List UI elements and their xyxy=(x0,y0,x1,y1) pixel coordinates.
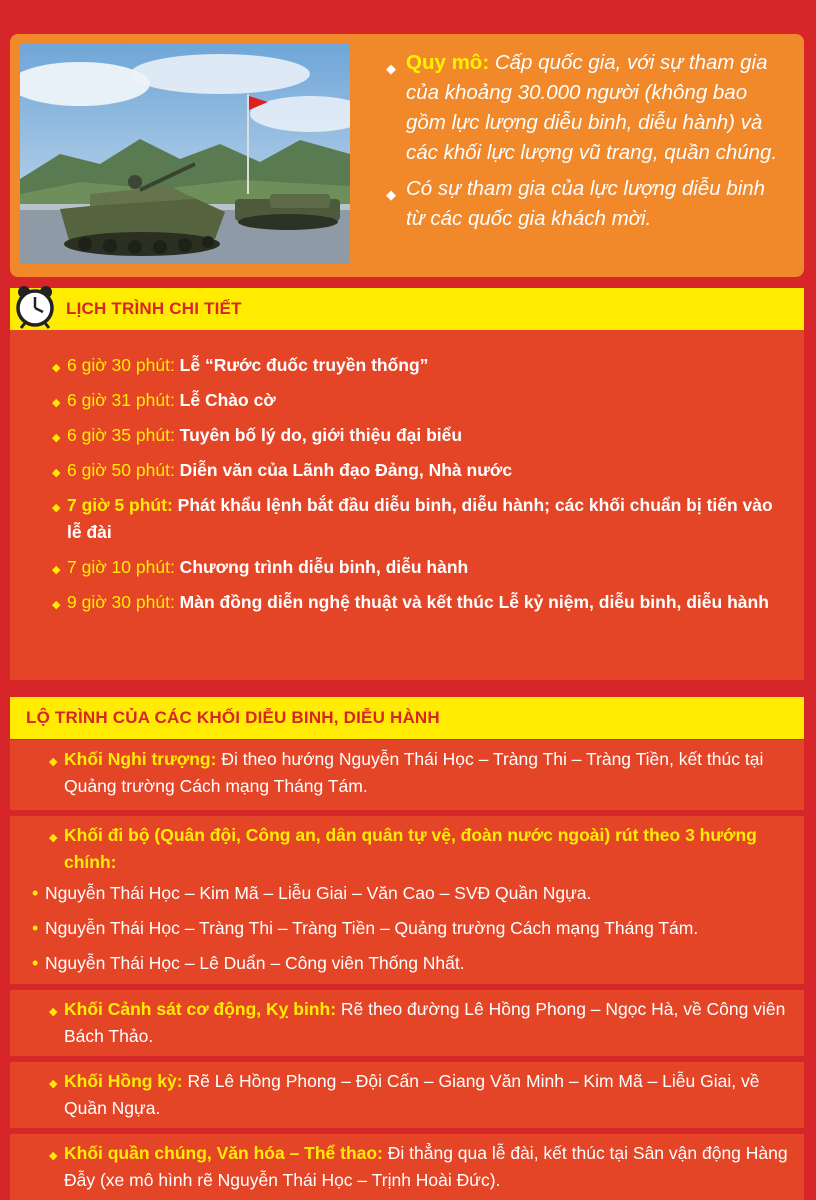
route-sub-text: Nguyễn Thái Học – Lê Duẩn – Công viên Thống Nhất. xyxy=(45,953,465,973)
route-sub-text: Nguyễn Thái Học – Tràng Thi – Tràng Tiền – Quảng trường Cách mạng Tháng Tám. xyxy=(45,918,699,938)
diamond-icon: ◆ xyxy=(52,397,61,409)
diamond-icon: ◆ xyxy=(49,1150,58,1162)
schedule-time: 6 giờ 31 phút: xyxy=(67,390,175,410)
schedule-time: 6 giờ 35 phút: xyxy=(67,425,175,445)
route-detail: Đi theo hướng Nguyễn Thái Học – Tràng Thi – Tràng Tiền, kết thúc tại Quảng trường Cách mạng Tháng Tám. xyxy=(64,749,764,796)
schedule-time: 6 giờ 50 phút: xyxy=(67,460,175,480)
route-text xyxy=(49,822,794,876)
route-text xyxy=(49,746,794,800)
route-box-red-flag xyxy=(10,1062,804,1128)
scale-item xyxy=(384,174,784,234)
diamond-icon: ◆ xyxy=(52,502,61,514)
route-text xyxy=(49,1068,794,1122)
diamond-icon: ◆ xyxy=(49,1006,58,1018)
schedule-item xyxy=(52,492,792,546)
diamond-icon: ◆ xyxy=(52,432,61,444)
route-detail: Rẽ Lê Hồng Phong – Đội Cấn – Giang Văn Minh – Kim Mã – Liễu Giai, về Quần Ngựa. xyxy=(64,1071,760,1118)
schedule-header xyxy=(10,288,804,330)
route-text xyxy=(49,1140,794,1194)
route-sub-text: Nguyễn Thái Học – Kim Mã – Liễu Giai – Văn Cao – SVĐ Quần Ngựa. xyxy=(45,883,592,903)
diamond-icon: ◆ xyxy=(52,467,61,479)
schedule-text: Lễ Chào cờ xyxy=(174,390,276,410)
schedule-item xyxy=(52,352,792,379)
schedule-item xyxy=(52,554,792,581)
diamond-icon: ◆ xyxy=(49,756,58,768)
schedule-time: 7 giờ 10 phút: xyxy=(67,557,175,577)
schedule-title: LỊCH TRÌNH CHI TIẾT xyxy=(66,299,242,318)
routes-title: LỘ TRÌNH CỦA CÁC KHỐI DIỄU BINH, DIỄU HÀNH xyxy=(26,708,440,727)
route-box-marching xyxy=(10,816,804,984)
route-sub-item xyxy=(32,915,794,942)
route-text xyxy=(49,996,794,1050)
diamond-icon: ◆ xyxy=(52,564,61,576)
schedule-text: Phát khẩu lệnh bắt đầu diễu binh, diễu hành; các khối chuẩn bị tiến vào lễ đài xyxy=(67,495,773,542)
schedule-text: Diễn văn của Lãnh đạo Đảng, Nhà nước xyxy=(174,460,513,480)
bullet-dot-icon: • xyxy=(32,918,39,938)
diamond-icon: ◆ xyxy=(52,362,61,374)
diamond-icon: ◆ xyxy=(49,1078,58,1090)
scale-item xyxy=(384,48,784,168)
route-sub-item xyxy=(32,880,794,907)
schedule-item xyxy=(52,422,792,449)
schedule-item xyxy=(52,457,792,484)
schedule-text: Tuyên bố lý do, giới thiệu đại biểu xyxy=(174,425,463,445)
routes-header xyxy=(10,697,804,739)
route-box-civilian xyxy=(10,1134,804,1200)
diamond-icon: ◆ xyxy=(52,599,61,611)
route-label: Khối Hồng kỳ: xyxy=(64,1071,183,1091)
route-label: Khối Cảnh sát cơ động, Kỵ binh: xyxy=(64,999,337,1019)
schedule-time: 9 giờ 30 phút: xyxy=(67,592,175,612)
scale-list xyxy=(384,48,784,240)
schedule-item xyxy=(52,589,792,616)
schedule-time: 7 giờ 5 phút: xyxy=(67,495,173,515)
schedule-text: Lễ “Rước đuốc truyền thống” xyxy=(174,355,429,375)
schedule-section xyxy=(10,330,804,680)
route-label: Khối Nghi trượng: xyxy=(64,749,217,769)
alarm-clock-icon xyxy=(12,283,58,329)
schedule-item xyxy=(52,387,792,414)
bullet-dot-icon: • xyxy=(32,883,39,903)
route-label: Khối đi bộ (Quân đội, Công an, dân quân tự vệ, đoàn nước ngoài) rút theo 3 hướng chính: xyxy=(64,825,757,872)
diamond-icon: ◆ xyxy=(49,832,58,844)
schedule-text: Chương trình diễu binh, diễu hành xyxy=(174,557,469,577)
parade-tank-photo xyxy=(20,44,350,264)
scale-text: Có sự tham gia của lực lượng diễu binh từ các quốc gia khách mời. xyxy=(406,177,766,230)
route-box-police-cavalry xyxy=(10,990,804,1056)
bullet-dot-icon: • xyxy=(32,953,39,973)
schedule-time: 6 giờ 30 phút: xyxy=(67,355,175,375)
schedule-text: Màn đồng diễn nghệ thuật và kết thúc Lễ kỷ niệm, diễu binh, diễu hành xyxy=(174,592,769,612)
route-sub-item xyxy=(32,950,794,977)
route-detail: Rẽ theo đường Lê Hồng Phong – Ngọc Hà, về Công viên Bách Thảo. xyxy=(64,999,786,1046)
diamond-icon: ◆ xyxy=(386,61,396,76)
route-label: Khối quần chúng, Văn hóa – Thể thao: xyxy=(64,1143,383,1163)
scale-label: Quy mô: xyxy=(406,51,490,74)
scale-text: Cấp quốc gia, với sự tham gia của khoảng 30.000 người (không bao gồm lực lượng diễu binh, diễu hành) và các khối lực lượng vũ trang, quần chúng. xyxy=(406,51,778,164)
diamond-icon: ◆ xyxy=(386,187,396,202)
schedule-list xyxy=(52,352,792,624)
route-box-ceremonial xyxy=(10,740,804,810)
route-detail: Đi thẳng qua lễ đài, kết thúc tại Sân vận động Hàng Đẫy (xe mô hình rẽ Nguyễn Thái Học – Trịnh Hoài Đức). xyxy=(64,1143,788,1190)
